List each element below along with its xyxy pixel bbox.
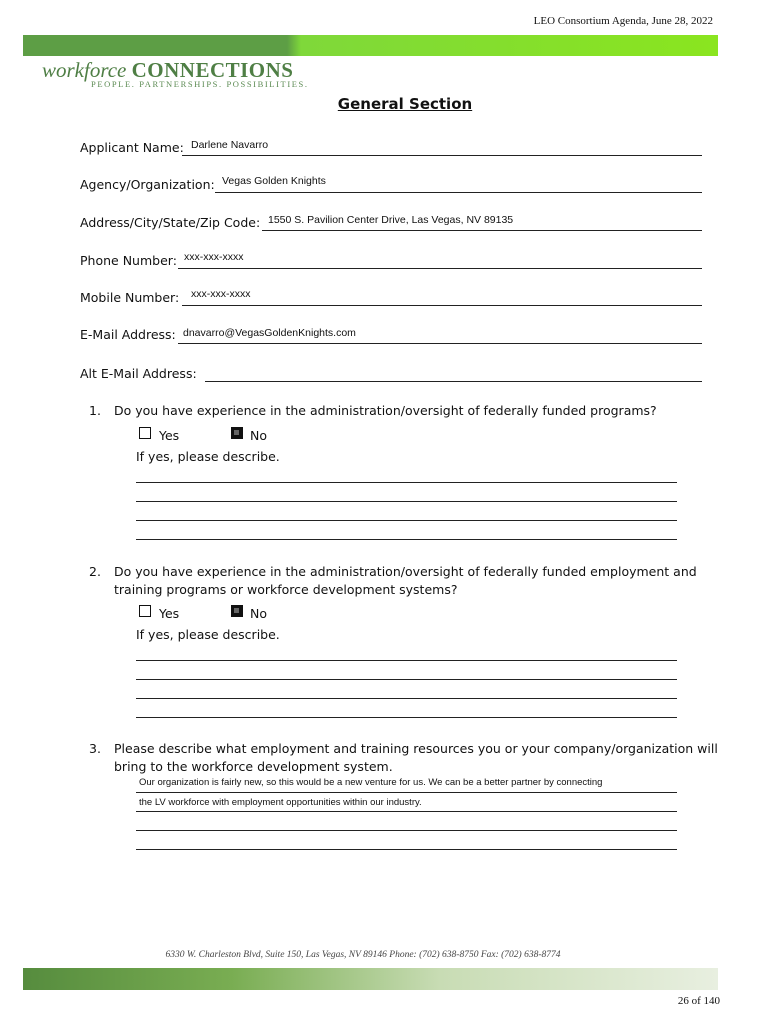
question-2-text-line2: training programs or workforce development systems? xyxy=(114,582,458,597)
address-label: Address/City/State/Zip Code: xyxy=(80,215,261,230)
q2-answer-line[interactable] xyxy=(136,660,677,661)
question-1-number: 1. xyxy=(89,403,101,418)
q2-describe-prompt: If yes, please describe. xyxy=(136,627,280,642)
applicant-name-field[interactable] xyxy=(182,155,702,156)
agency-value: Vegas Golden Knights xyxy=(222,175,326,187)
q2-answer-line[interactable] xyxy=(136,679,677,680)
phone-field[interactable] xyxy=(178,268,702,269)
alt-email-label: Alt E-Mail Address: xyxy=(80,366,197,381)
q1-answer-line[interactable] xyxy=(136,539,677,540)
q1-describe-prompt: If yes, please describe. xyxy=(136,449,280,464)
address-field[interactable] xyxy=(262,230,702,231)
q1-no-label: No xyxy=(250,428,267,443)
question-3-number: 3. xyxy=(89,741,101,756)
q1-answer-line[interactable] xyxy=(136,501,677,502)
question-2-text-line1: Do you have experience in the administration/oversight of federally funded employment and xyxy=(114,564,697,579)
q2-answer-line[interactable] xyxy=(136,717,677,718)
q3-answer-text-line1: Our organization is fairly new, so this would be a new venture for us. We can be a better partner by connecting xyxy=(139,777,603,788)
section-title: General Section xyxy=(337,95,473,113)
email-value: dnavarro@VegasGoldenKnights.com xyxy=(183,327,356,339)
mobile-field[interactable] xyxy=(182,305,702,306)
q2-no-checkbox[interactable] xyxy=(231,605,243,617)
q2-answer-line[interactable] xyxy=(136,698,677,699)
agency-field[interactable] xyxy=(215,192,702,193)
question-1-text: Do you have experience in the administration/oversight of federally funded programs? xyxy=(114,403,657,418)
logo-tagline: PEOPLE. PARTNERSHIPS. POSSIBILITIES. xyxy=(91,79,309,89)
question-2-number: 2. xyxy=(89,564,101,579)
footer-address: 6330 W. Charleston Blvd, Suite 150, Las Vegas, NV 89146 Phone: (702) 638-8750 Fax: (702) 638-8774 xyxy=(165,950,561,960)
q1-yes-checkbox[interactable] xyxy=(139,427,151,439)
q1-answer-line[interactable] xyxy=(136,482,677,483)
email-label: E-Mail Address: xyxy=(80,327,176,342)
phone-label: Phone Number: xyxy=(80,253,177,268)
applicant-name-label: Applicant Name: xyxy=(80,140,184,155)
q3-answer-line[interactable] xyxy=(136,792,677,793)
q1-no-checkbox[interactable] xyxy=(231,427,243,439)
agenda-header: LEO Consortium Agenda, June 28, 2022 xyxy=(533,15,713,27)
q2-yes-checkbox[interactable] xyxy=(139,605,151,617)
mobile-value: xxx-xxx-xxxx xyxy=(191,288,251,300)
q2-yes-label: Yes xyxy=(159,606,180,621)
page-number: 26 of 140 xyxy=(677,995,720,1007)
q3-answer-line[interactable] xyxy=(136,811,677,812)
q1-yes-label: Yes xyxy=(159,428,180,443)
question-3-text-line1: Please describe what employment and training resources you or your company/organization will xyxy=(114,741,718,756)
address-value: 1550 S. Pavilion Center Drive, Las Vegas, NV 89135 xyxy=(268,214,514,226)
alt-email-field[interactable] xyxy=(205,381,702,382)
agency-label: Agency/Organization: xyxy=(80,177,215,192)
logo-word-workforce: workforce xyxy=(42,58,127,82)
bottom-green-band xyxy=(23,968,718,990)
q1-answer-line[interactable] xyxy=(136,520,677,521)
phone-value: xxx-xxx-xxxx xyxy=(184,251,244,263)
q3-answer-line[interactable] xyxy=(136,849,677,850)
mobile-label: Mobile Number: xyxy=(80,290,180,305)
applicant-name-value: Darlene Navarro xyxy=(191,139,269,151)
q2-no-label: No xyxy=(250,606,267,621)
q3-answer-text-line2: the LV workforce with employment opportunities within our industry. xyxy=(139,797,422,808)
question-3-text-line2: bring to the workforce development system. xyxy=(114,759,393,774)
q3-answer-line[interactable] xyxy=(136,830,677,831)
email-field[interactable] xyxy=(178,343,702,344)
logo-word-connections: CONNECTIONS xyxy=(131,58,294,82)
top-green-band xyxy=(23,35,718,56)
